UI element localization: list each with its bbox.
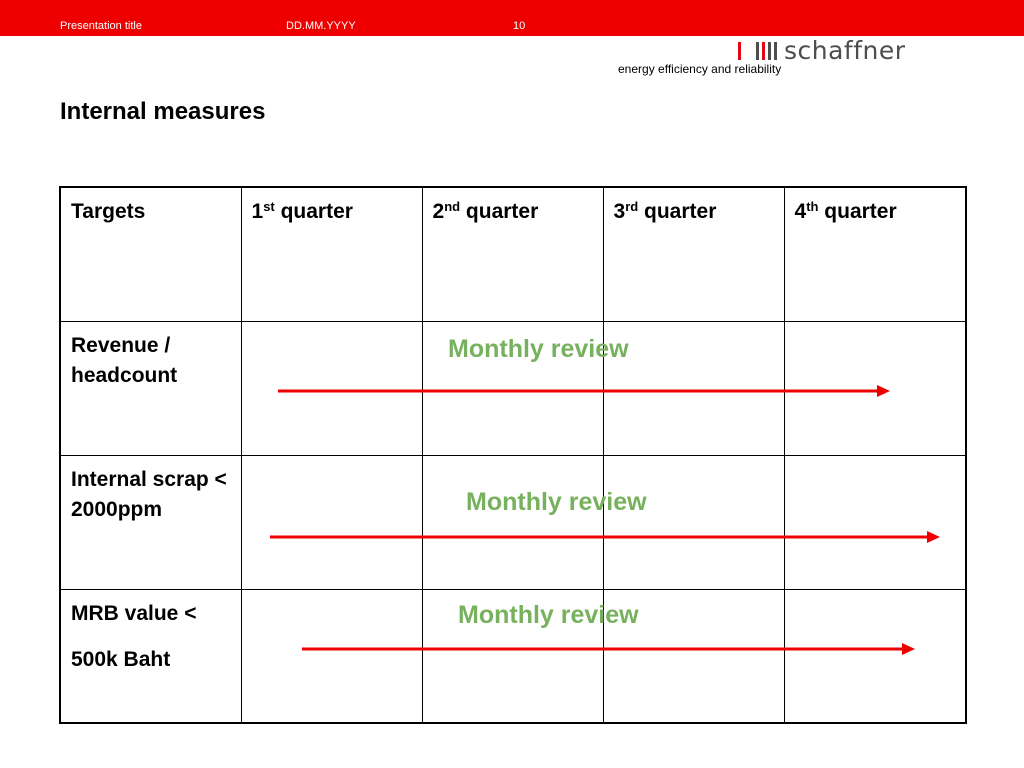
header-q3: 3rd quarter bbox=[603, 187, 784, 321]
logo-bar-icon bbox=[762, 42, 765, 60]
measures-table bbox=[59, 186, 967, 724]
monthly-review-label-2: Monthly review bbox=[466, 488, 647, 516]
logo-bar-icon bbox=[768, 42, 771, 60]
logo-tagline: energy efficiency and reliability bbox=[618, 62, 782, 76]
target-cell-revenue: Revenue / headcount bbox=[60, 321, 241, 455]
header-bar bbox=[0, 0, 1024, 36]
logo-bar-icon bbox=[774, 42, 777, 60]
slide-title: Internal measures bbox=[60, 98, 266, 125]
monthly-review-label-1: Monthly review bbox=[448, 335, 629, 363]
monthly-review-label-3: Monthly review bbox=[458, 601, 639, 629]
header-targets: Targets bbox=[60, 187, 241, 321]
target-cell-scrap: Internal scrap < 2000ppm bbox=[60, 455, 241, 589]
presentation-date: DD.MM.YYYY bbox=[286, 20, 356, 32]
table-header-row bbox=[60, 187, 966, 321]
header-q4: 4th quarter bbox=[784, 187, 966, 321]
header-q2: 2nd quarter bbox=[422, 187, 603, 321]
schaffner-logo bbox=[738, 36, 906, 65]
logo-bar-icon bbox=[756, 42, 759, 60]
presentation-title: Presentation title bbox=[60, 20, 142, 32]
logo-wordmark: schaffner bbox=[784, 36, 906, 65]
logo-bar-icon bbox=[738, 42, 741, 60]
target-cell-mrb: MRB value < 500k Baht bbox=[60, 589, 241, 723]
table-row bbox=[60, 455, 966, 589]
page-number: 10 bbox=[513, 20, 526, 32]
header-q1: 1st quarter bbox=[241, 187, 422, 321]
